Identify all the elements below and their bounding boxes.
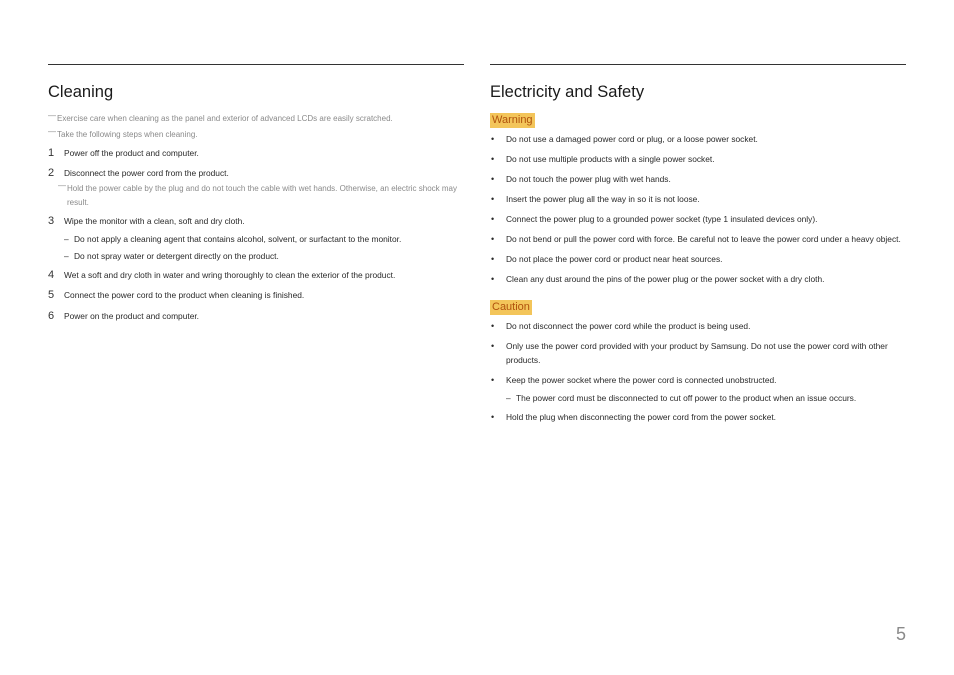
warning-label: Warning bbox=[492, 114, 533, 126]
step-text: Wipe the monitor with a clean, soft and dry cloth. bbox=[64, 216, 245, 226]
bullet-dot: • bbox=[491, 194, 495, 204]
section-divider bbox=[490, 64, 906, 65]
warning-text: Do not use a damaged power cord or plug, or a loose power socket. bbox=[506, 134, 758, 144]
warning-text: Do not use multiple products with a single power socket. bbox=[506, 154, 715, 164]
caution-item bbox=[490, 373, 906, 387]
warning-item bbox=[490, 152, 906, 166]
bullet-dot: • bbox=[491, 321, 495, 331]
bullet-dot: • bbox=[491, 412, 495, 422]
bullet-dot: • bbox=[491, 274, 495, 284]
step-number: 4 bbox=[48, 269, 55, 281]
step-item bbox=[48, 268, 464, 282]
step-number: 5 bbox=[48, 289, 55, 301]
step-text: Wet a soft and dry cloth in water and wring thoroughly to clean the exterior of the product. bbox=[64, 270, 396, 280]
warning-item bbox=[490, 272, 906, 286]
section-divider bbox=[48, 64, 464, 65]
section-title-electricity-safety: Electricity and Safety bbox=[490, 83, 645, 101]
warning-text: Clean any dust around the pins of the power plug or the power socket with a dry cloth. bbox=[506, 274, 825, 284]
step-item bbox=[48, 166, 464, 180]
step-note bbox=[58, 182, 464, 210]
warning-item bbox=[490, 132, 906, 146]
step-number: 3 bbox=[48, 215, 55, 227]
electricity-safety-section bbox=[490, 64, 906, 424]
sub-text: Do not spray water or detergent directly on the product. bbox=[74, 251, 279, 261]
caution-text: Do not disconnect the power cord while the product is being used. bbox=[506, 321, 751, 331]
bullet-dot: • bbox=[491, 234, 495, 244]
step-item bbox=[48, 214, 464, 228]
caution-text: Keep the power socket where the power cord is connected unobstructed. bbox=[506, 375, 777, 385]
note-item bbox=[48, 128, 464, 142]
step-text: Power on the product and computer. bbox=[64, 311, 200, 321]
step-item bbox=[48, 309, 464, 323]
warning-item bbox=[490, 192, 906, 206]
warning-text: Connect the power plug to a grounded power socket (type 1 insulated devices only). bbox=[506, 214, 818, 224]
cleaning-section bbox=[48, 64, 464, 323]
page-number: 5 bbox=[895, 624, 906, 644]
warning-text: Do not touch the power plug with wet hands. bbox=[506, 174, 671, 184]
bullet-dot: • bbox=[491, 174, 495, 184]
step-number: 1 bbox=[48, 147, 55, 159]
warning-item bbox=[490, 252, 906, 266]
warning-text: Do not place the power cord or product near heat sources. bbox=[506, 254, 723, 264]
step-number: 6 bbox=[48, 310, 55, 322]
sub-item bbox=[64, 232, 464, 246]
caution-sub-item bbox=[506, 391, 906, 405]
caution-item bbox=[490, 410, 906, 424]
sub-item bbox=[64, 249, 464, 263]
step-text: Power off the product and computer. bbox=[64, 148, 199, 158]
note-text: Hold the power cable by the plug and do not touch the cable with wet hands. Otherwise, an electric shock may result. bbox=[67, 184, 457, 207]
bullet-dot: • bbox=[491, 134, 495, 144]
sub-mark: – bbox=[64, 251, 69, 261]
warning-text: Do not bend or pull the power cord with force. Be careful not to leave the power cord under a heavy object. bbox=[506, 234, 901, 244]
note-dash: ― bbox=[48, 127, 56, 136]
caution-text: Hold the plug when disconnecting the power cord from the power socket. bbox=[506, 412, 777, 422]
sub-text: Do not apply a cleaning agent that contains alcohol, solvent, or surfactant to the monitor. bbox=[74, 234, 402, 244]
sub-mark: – bbox=[506, 393, 511, 403]
note-item bbox=[48, 112, 464, 126]
bullet-dot: • bbox=[491, 375, 495, 385]
warning-item bbox=[490, 212, 906, 226]
bullet-dot: • bbox=[491, 341, 495, 351]
caution-label: Caution bbox=[492, 301, 530, 313]
caution-item bbox=[490, 339, 906, 367]
note-dash: ― bbox=[48, 111, 56, 120]
note-text: Take the following steps when cleaning. bbox=[57, 130, 198, 139]
caution-item bbox=[490, 319, 906, 333]
sub-mark: – bbox=[64, 234, 69, 244]
bullet-dot: • bbox=[491, 254, 495, 264]
step-number: 2 bbox=[48, 167, 55, 179]
warning-item bbox=[490, 172, 906, 186]
warning-text: Insert the power plug all the way in so it is not loose. bbox=[506, 194, 700, 204]
note-text: Exercise care when cleaning as the panel and exterior of advanced LCDs are easily scratched. bbox=[57, 114, 393, 123]
step-item bbox=[48, 146, 464, 160]
warning-item bbox=[490, 232, 906, 246]
step-text: Disconnect the power cord from the product. bbox=[64, 168, 229, 178]
step-item bbox=[48, 288, 464, 302]
note-dash: ― bbox=[58, 181, 66, 190]
caution-text: Only use the power cord provided with your product by Samsung. Do not use the power cord with other products. bbox=[506, 341, 888, 365]
bullet-dot: • bbox=[491, 214, 495, 224]
step-text: Connect the power cord to the product when cleaning is finished. bbox=[64, 290, 305, 300]
section-title-cleaning: Cleaning bbox=[48, 83, 114, 101]
bullet-dot: • bbox=[491, 154, 495, 164]
sub-text: The power cord must be disconnected to cut off power to the product when an issue occurs. bbox=[516, 393, 857, 403]
